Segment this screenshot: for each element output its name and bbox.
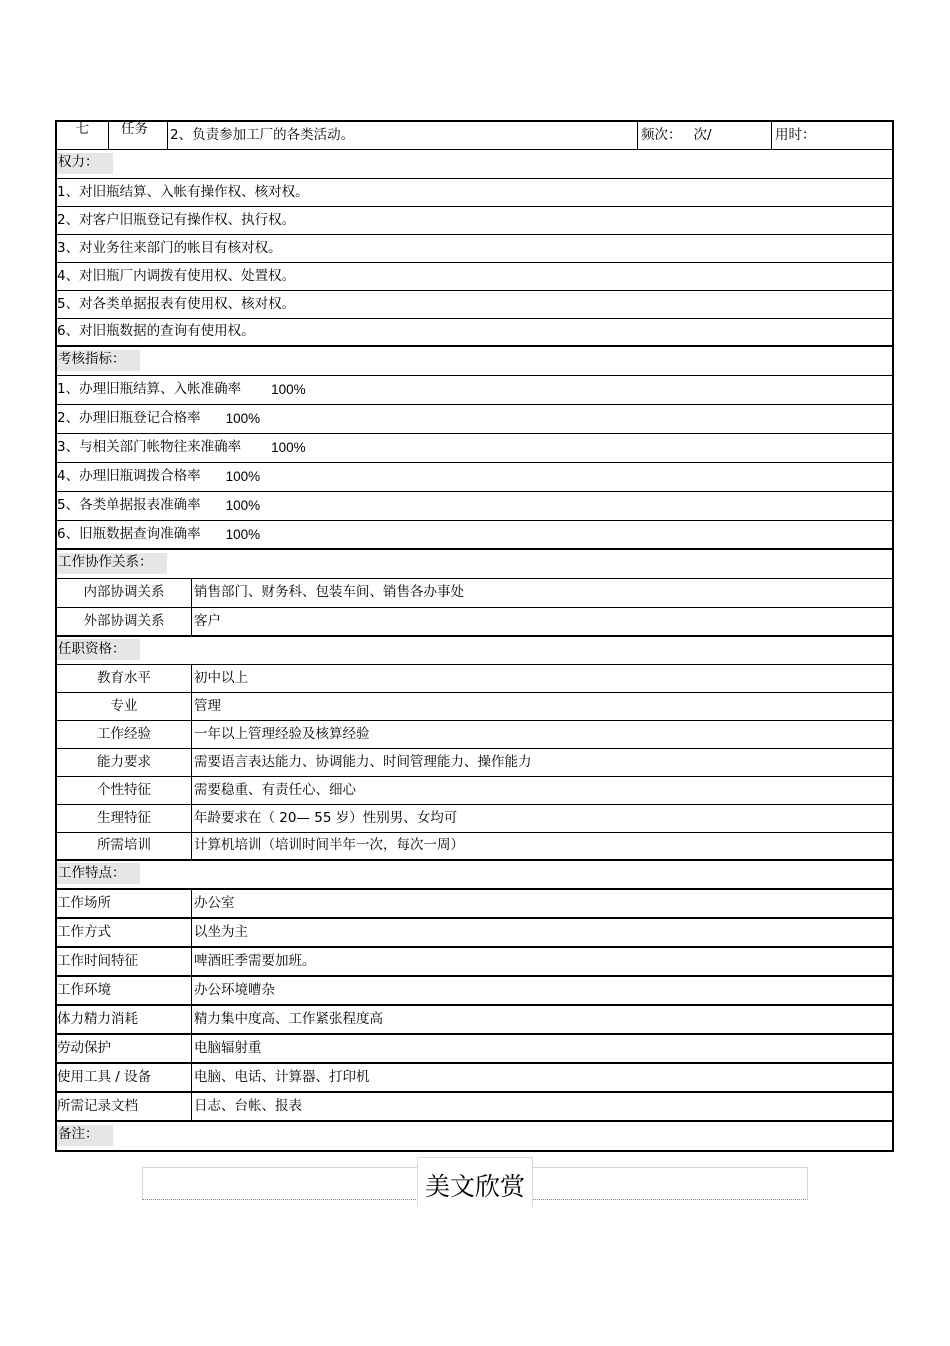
row-value: 初中以上 (194, 669, 248, 686)
row-value: 精力集中度高、工作紧张程度高 (194, 1010, 383, 1027)
row-value: 需要语言表达能力、协调能力、时间管理能力、操作能力 (194, 753, 532, 770)
section-header-qualification (57, 637, 892, 665)
list-item: 4、对旧瓶厂内调拨有使用权、处置权。 (57, 263, 892, 291)
table-row (57, 948, 892, 977)
task-content: 2、负责参加工厂的各类活动。 (168, 122, 638, 149)
features-header: 工作特点： (57, 863, 140, 884)
row-value: 年龄要求在（ 20— 55 岁）性别男、女均可 (194, 809, 458, 826)
row-label: 外部协调关系 (57, 608, 192, 635)
row-label: 专业 (57, 693, 192, 720)
remarks-header: 备注： (57, 1125, 113, 1146)
list-item: 4、办理旧瓶调拨合格率 100% (57, 463, 892, 492)
table-row (57, 890, 892, 919)
list-item: 5、对各类单据报表有使用权、核对权。 (57, 291, 892, 319)
table-row (57, 805, 892, 833)
row-label: 所需培训 (57, 833, 192, 859)
list-item: 1、办理旧瓶结算、入帐准确率 100% (57, 376, 892, 405)
frequency-label: 频次： (641, 126, 682, 143)
list-item: 3、对业务往来部门的帐目有核对权。 (57, 235, 892, 263)
section-header-features (57, 861, 892, 890)
list-item: 3、与相关部门帐物往来准确率 100% (57, 434, 892, 463)
table-row (57, 579, 892, 608)
row-label: 工作场所 (57, 890, 192, 917)
task-number: 七 (57, 122, 109, 149)
row-label: 生理特征 (57, 805, 192, 832)
row-value: 管理 (194, 697, 221, 714)
task-label: 任务 (109, 122, 168, 149)
row-value: 办公室 (194, 894, 235, 911)
table-row (57, 721, 892, 749)
frequency-value: 次/ (693, 126, 712, 143)
row-value: 电脑、电话、计算器、打印机 (194, 1068, 370, 1085)
table-row (57, 777, 892, 805)
row-label: 所需记录文档 (57, 1093, 192, 1120)
table-row (57, 749, 892, 777)
row-value: 以坐为主 (194, 923, 248, 940)
row-label: 工作经验 (57, 721, 192, 748)
table-row (57, 833, 892, 861)
list-item: 2、办理旧瓶登记合格率 100% (57, 405, 892, 434)
list-item: 2、对客户旧瓶登记有操作权、执行权。 (57, 207, 892, 235)
table-row (57, 1093, 892, 1122)
time-label: 用时： (775, 126, 816, 143)
row-value: 啤酒旺季需要加班。 (194, 952, 316, 969)
list-item: 1、对旧瓶结算、入帐有操作权、核对权。 (57, 179, 892, 207)
row-value: 一年以上管理经验及核算经验 (194, 725, 370, 742)
row-label: 使用工具 / 设备 (57, 1064, 192, 1091)
table-row (57, 665, 892, 693)
list-item: 6、旧瓶数据查询准确率 100% (57, 521, 892, 550)
row-label: 能力要求 (57, 749, 192, 776)
row-label: 体力精力消耗 (57, 1006, 192, 1033)
row-label: 工作环境 (57, 977, 192, 1004)
table-row (57, 919, 892, 948)
table-row (57, 1064, 892, 1093)
authority-header: 权力： (57, 153, 113, 174)
row-label: 内部协调关系 (57, 579, 192, 607)
row-label: 教育水平 (57, 665, 192, 692)
row-label: 工作方式 (57, 919, 192, 946)
table-row (57, 608, 892, 637)
section-header-kpi (57, 347, 892, 376)
row-label: 劳动保护 (57, 1035, 192, 1062)
row-value: 日志、台帐、报表 (194, 1097, 302, 1114)
row-value: 需要稳重、有责任心、细心 (194, 781, 356, 798)
row-label: 个性特征 (57, 777, 192, 804)
job-description-table (55, 120, 894, 1152)
list-item: 5、各类单据报表准确率 100% (57, 492, 892, 521)
section-header-remarks (57, 1122, 892, 1150)
task-row (57, 122, 892, 150)
table-row (57, 977, 892, 1006)
row-value: 办公环境嘈杂 (194, 981, 275, 998)
table-row (57, 1006, 892, 1035)
row-value: 电脑辐射重 (194, 1039, 262, 1056)
list-item: 6、对旧瓶数据的查询有使用权。 (57, 319, 892, 347)
footer-text: 美文欣赏 (424, 1172, 525, 1201)
section-header-cooperation (57, 550, 892, 579)
row-value: 销售部门、财务科、包装车间、销售各办事处 (194, 584, 464, 601)
table-row (57, 693, 892, 721)
row-value: 计算机培训（培训时间半年一次，每次一周） (194, 837, 464, 854)
kpi-header: 考核指标： (57, 350, 140, 371)
table-row (57, 1035, 892, 1064)
row-value: 客户 (194, 612, 221, 629)
row-label: 工作时间特征 (57, 948, 192, 975)
frequency-cell (638, 122, 772, 149)
section-header-authority (57, 150, 892, 179)
cooperation-header: 工作协作关系： (57, 553, 167, 574)
qualification-header: 任职资格： (57, 639, 140, 660)
